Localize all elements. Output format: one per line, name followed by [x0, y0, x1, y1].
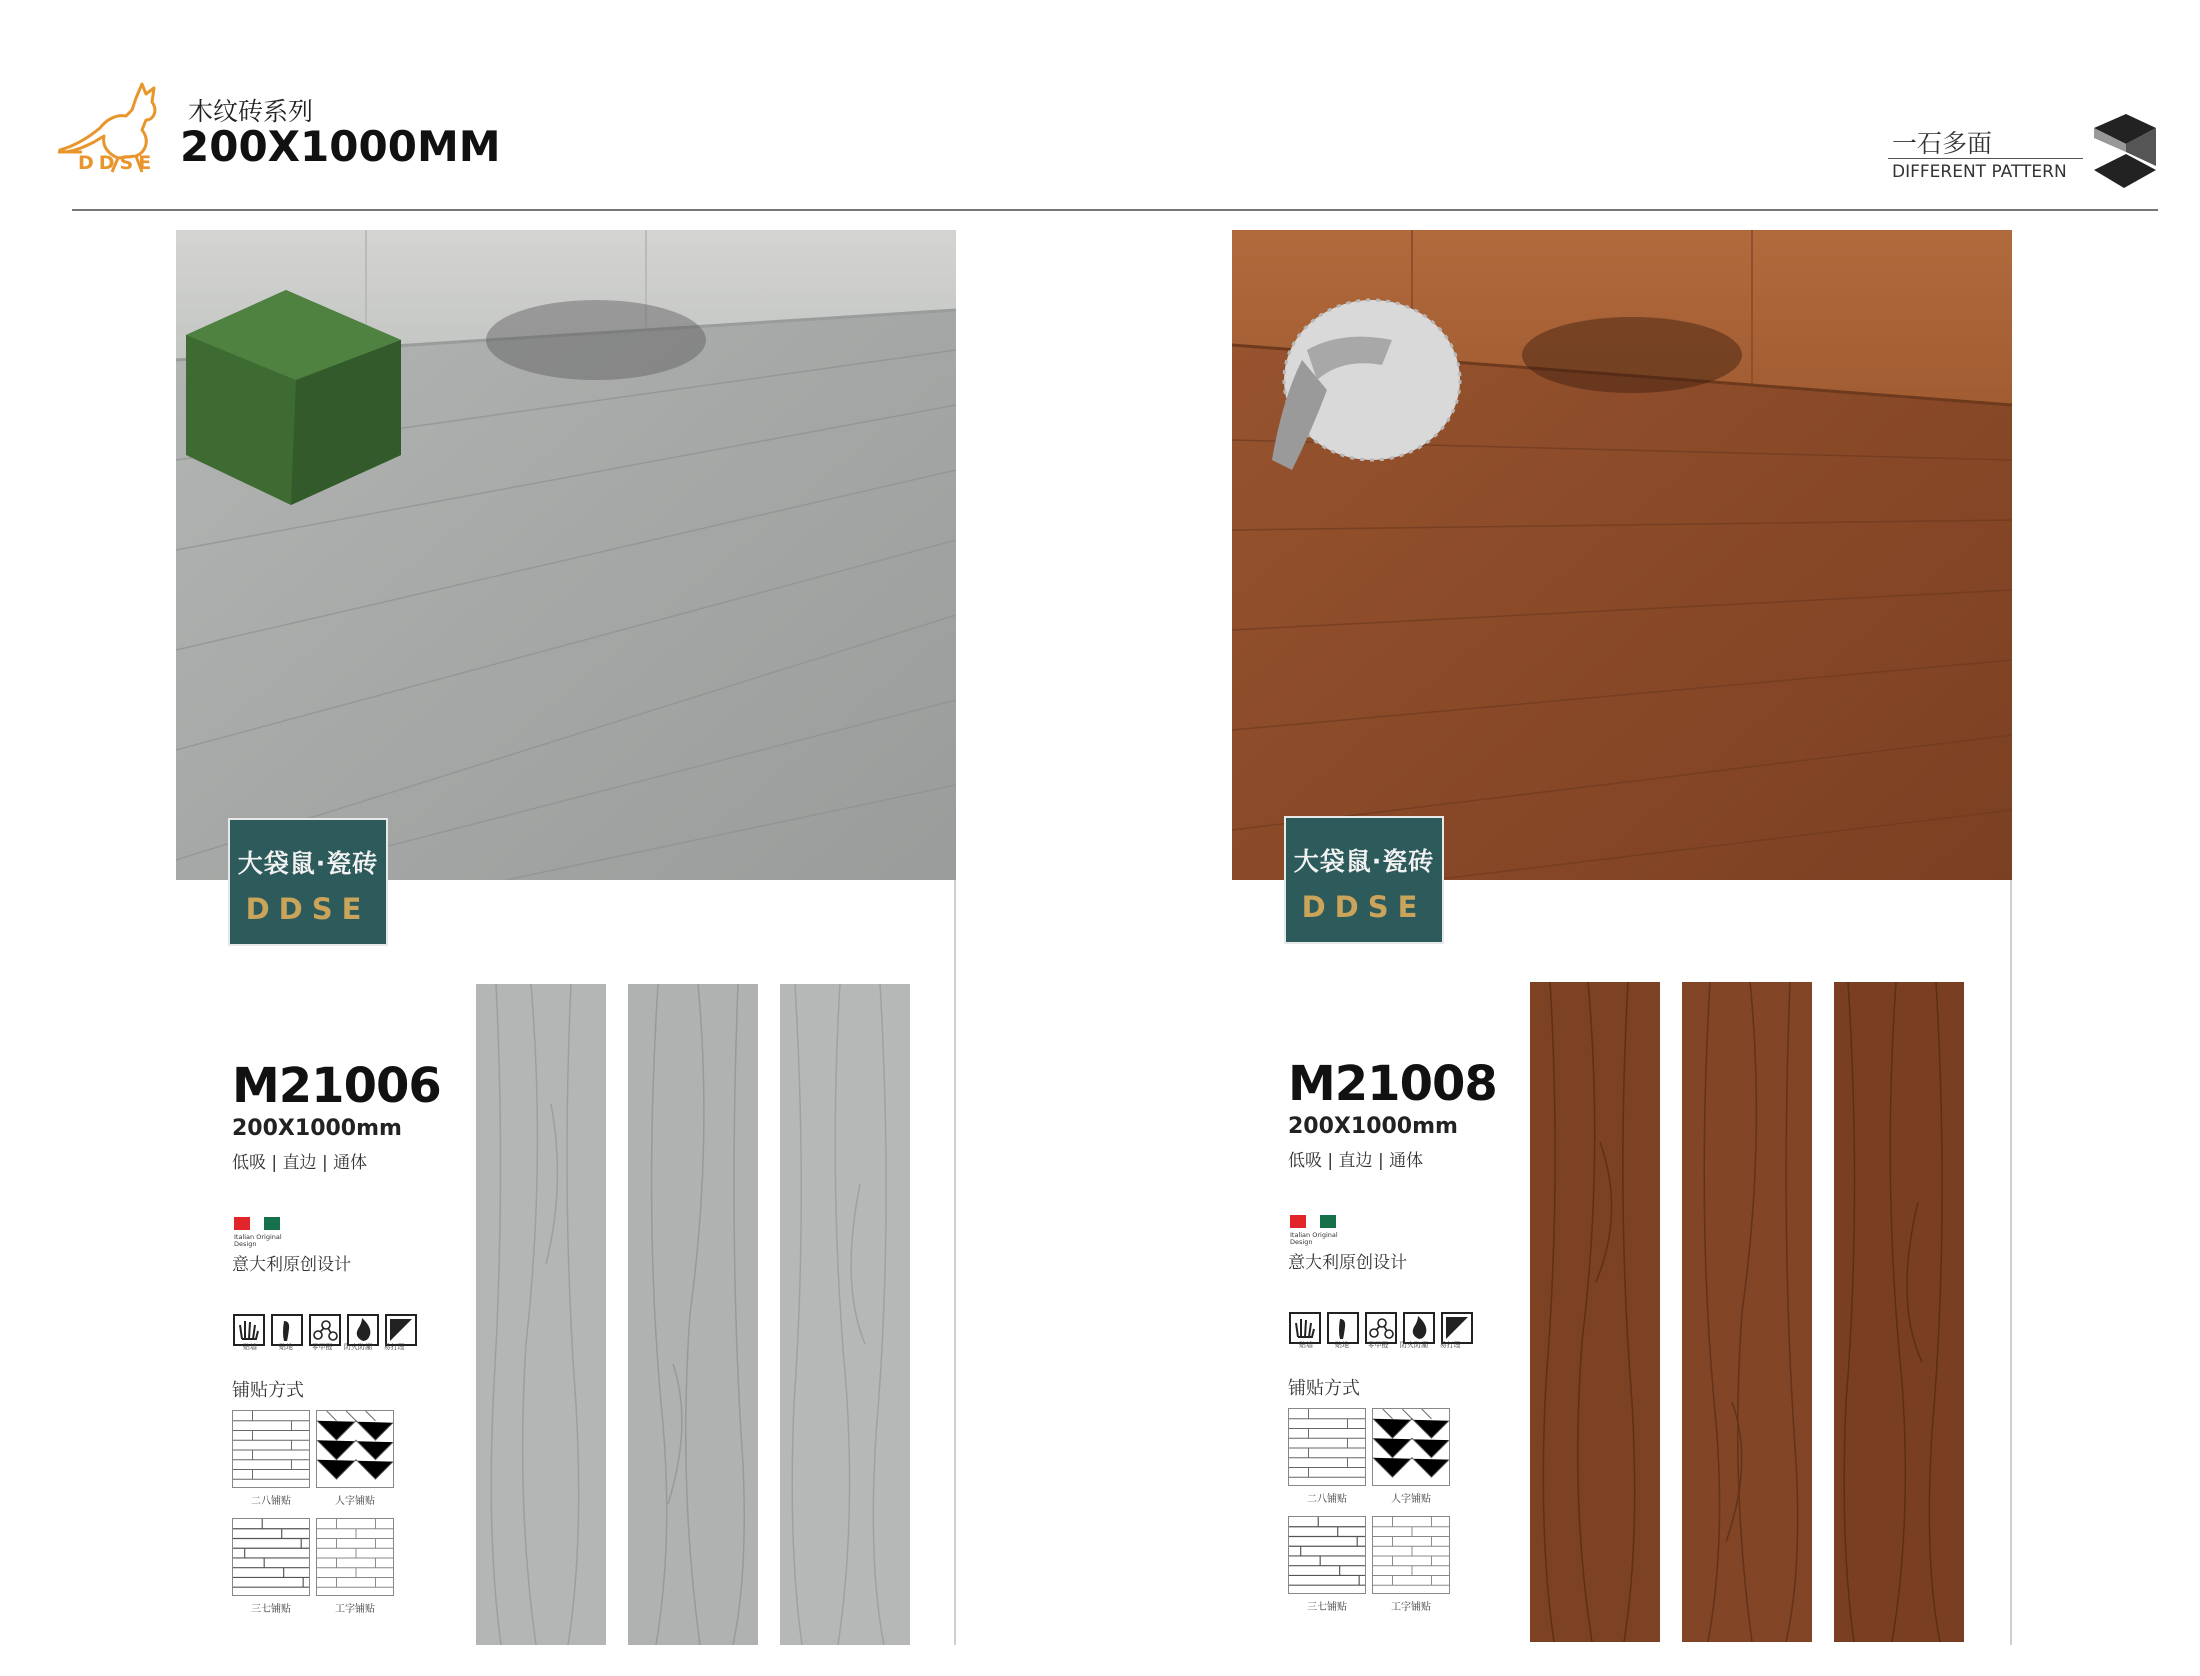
product-spec: 200X1000mm [1288, 1114, 1458, 1139]
card-edge [2010, 880, 2012, 1645]
product-code: M21008 [1288, 1056, 1497, 1112]
brand-badge [228, 818, 388, 946]
hand-icon [1296, 1319, 1314, 1337]
flag-red [1290, 1215, 1306, 1228]
series-title: 木纹砖系列 [188, 97, 314, 126]
layout-label: 工字铺贴 [335, 1604, 375, 1615]
room-scene-image [1232, 230, 2012, 880]
flag-green [1320, 1215, 1336, 1228]
italian-design-cn: 意大利原创设计 [1288, 1253, 1407, 1273]
room-scene-image [176, 230, 956, 880]
tile-plank-1 [476, 984, 606, 1645]
flag-green [264, 1217, 280, 1230]
slogan-english: DIFFERENT PATTERN [1892, 162, 2067, 182]
icon-label: 防火防潮 [1400, 1341, 1428, 1349]
molecule-icon [314, 1321, 337, 1340]
layout-3-7-pattern [1288, 1516, 1366, 1594]
tile-plank-3 [1834, 982, 1964, 1642]
layout-running-bond-pattern [1372, 1516, 1450, 1594]
icon-label: 防火防潮 [344, 1343, 372, 1351]
hand-icon [240, 1321, 258, 1339]
layout-label: 三七铺贴 [1307, 1602, 1347, 1613]
cube-logo-icon [2092, 114, 2158, 190]
product-features: 低吸 | 直边 | 通体 [1288, 1151, 1424, 1171]
product-features: 低吸 | 直边 | 通体 [232, 1153, 368, 1173]
layout-label: 人字铺贴 [1391, 1494, 1431, 1505]
icon-label: 零甲醛 [1367, 1341, 1389, 1349]
icon-label: 易打理 [383, 1343, 405, 1351]
flag-red [234, 1217, 250, 1230]
layout-label: 工字铺贴 [1391, 1602, 1431, 1613]
slogan-underline [1888, 158, 2083, 159]
icon-label: 贴地 [1335, 1341, 1349, 1349]
size-title: 200X1000MM [180, 122, 501, 171]
flame-icon [357, 1318, 371, 1341]
brand-badge [1284, 816, 1444, 944]
badge-brand-en: DDSE [245, 892, 371, 926]
layout-2-8-pattern [232, 1410, 310, 1488]
product-code: M21006 [232, 1058, 441, 1114]
layout-2-8-pattern [1288, 1408, 1366, 1486]
layout-label: 三七铺贴 [251, 1604, 291, 1615]
layout-label: 二八铺贴 [1307, 1494, 1347, 1505]
icon-label: 零甲醛 [311, 1343, 333, 1351]
logo-wordmark: DDSE [78, 152, 157, 174]
icon-label: 贴地 [279, 1343, 293, 1351]
layout-methods-title: 铺贴方式 [1288, 1378, 1360, 1399]
foot-icon [283, 1321, 289, 1341]
italian-design-en: Italian Original Design [1290, 1231, 1338, 1246]
badge-brand-en: DDSE [1301, 890, 1427, 924]
tile-plank-2 [628, 984, 758, 1645]
layout-running-bond-pattern [316, 1518, 394, 1596]
product-card-m21008 [1232, 230, 2012, 1645]
feature-icon-labels [232, 1342, 422, 1352]
feature-icon-labels [1288, 1340, 1478, 1350]
layout-label: 人字铺贴 [335, 1496, 375, 1507]
icon-label: 贴墙 [1299, 1341, 1313, 1349]
italian-design-cn: 意大利原创设计 [232, 1255, 351, 1275]
italian-design-en: Italian Original Design [234, 1233, 282, 1248]
icon-label: 贴墙 [243, 1343, 257, 1351]
icon-label: 易打理 [1439, 1341, 1461, 1349]
layout-herringbone-pattern [1372, 1408, 1450, 1486]
tile-plank-3 [780, 984, 910, 1645]
clean-surface-icon [1446, 1317, 1468, 1339]
product-spec: 200X1000mm [232, 1116, 402, 1141]
badge-brand-cn: 大袋鼠·瓷砖 [1293, 847, 1435, 876]
product-card-m21006 [176, 230, 956, 1645]
foot-icon [1339, 1319, 1345, 1339]
header-divider [72, 209, 2158, 211]
tile-plank-2 [1682, 982, 1812, 1642]
flame-icon [1413, 1316, 1427, 1339]
clean-surface-icon [390, 1319, 412, 1341]
molecule-icon [1370, 1319, 1393, 1338]
card-edge [954, 880, 956, 1645]
layout-3-7-pattern [232, 1518, 310, 1596]
layout-methods-title: 铺贴方式 [232, 1380, 304, 1401]
tile-plank-1 [1530, 982, 1660, 1642]
slogan: 一石多面 [1892, 129, 1993, 158]
layout-herringbone-pattern [316, 1410, 394, 1488]
layout-label: 二八铺贴 [251, 1496, 291, 1507]
badge-brand-cn: 大袋鼠·瓷砖 [237, 849, 379, 878]
